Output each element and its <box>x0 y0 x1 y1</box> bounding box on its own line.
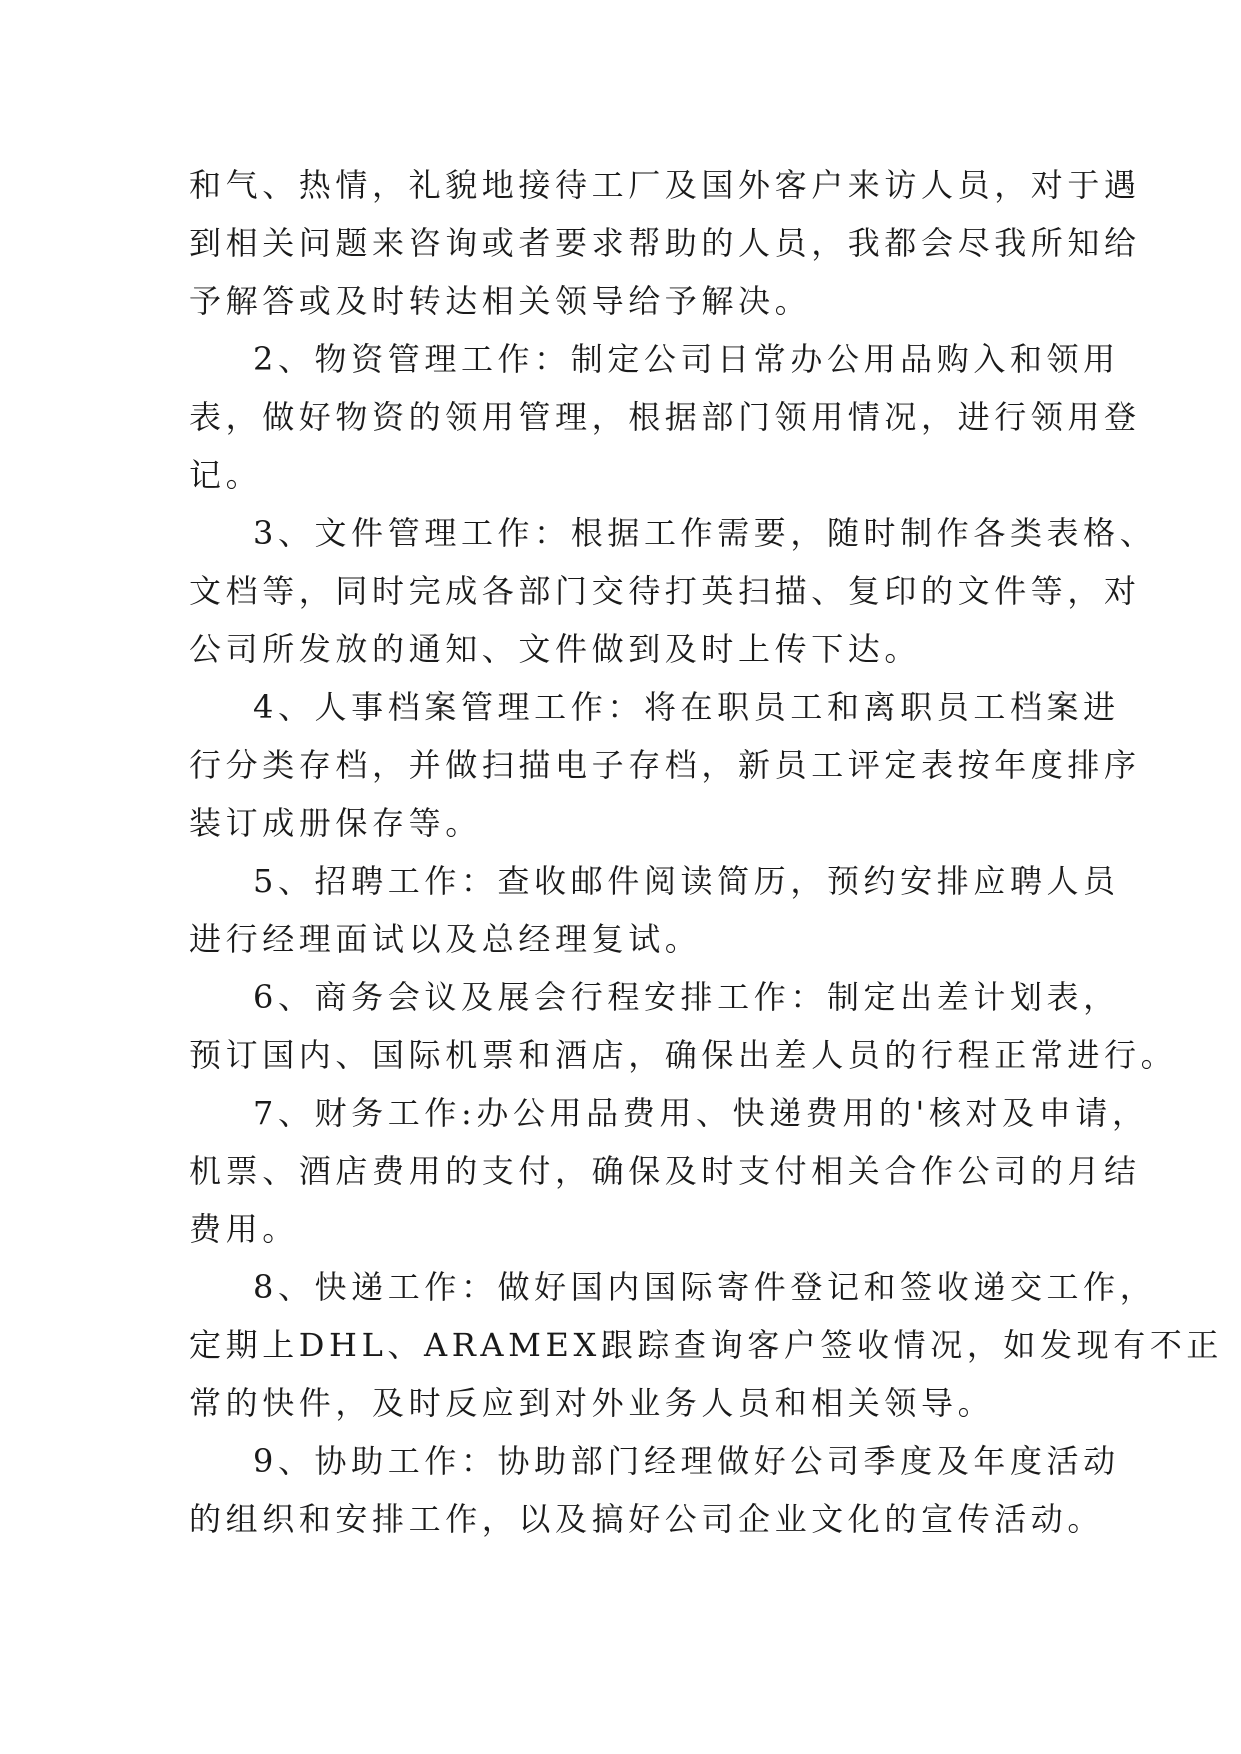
text-line: 和气、热情，礼貌地接待工厂及国外客户来访人员，对于遇 <box>189 166 1141 204</box>
paragraph-personnel-files <box>189 678 1141 852</box>
text-line: 进行经理面试以及总经理复试。 <box>189 920 702 958</box>
text-line: 公司所发放的通知、文件做到及时上传下达。 <box>189 630 922 668</box>
text-line: 6、商务会议及展会行程安排工作：制定出差计划表， <box>253 978 1120 1016</box>
text-line: 常的快件，及时反应到对外业务人员和相关领导。 <box>189 1384 995 1422</box>
text-line: 费用。 <box>189 1210 299 1248</box>
paragraph-assistance <box>189 1432 1120 1548</box>
paragraph-recruitment <box>189 852 1120 968</box>
paragraph-courier <box>189 1258 1224 1432</box>
text-line: 到相关问题来咨询或者要求帮助的人员，我都会尽我所知给 <box>189 224 1141 262</box>
text-line: 行分类存档，并做扫描电子存档，新员工评定表按年度排序 <box>189 746 1141 784</box>
document-page <box>189 156 1224 1548</box>
text-line: 8、快递工作：做好国内国际寄件登记和签收递交工作， <box>253 1268 1157 1306</box>
text-line: 予解答或及时转达相关领导给予解决。 <box>189 282 812 320</box>
text-line: 7、财务工作:办公用品费用、快递费用的'核对及申请， <box>253 1094 1149 1132</box>
paragraph-finance <box>189 1084 1149 1258</box>
text-line: 3、文件管理工作：根据工作需要，随时制作各类表格、 <box>253 514 1157 552</box>
text-line: 5、招聘工作：查收邮件阅读简历，预约安排应聘人员 <box>253 862 1120 900</box>
text-line: 定期上DHL、ARAMEX跟踪查询客户签收情况，如发现有不正 <box>189 1326 1224 1364</box>
text-line: 装订成册保存等。 <box>189 804 482 842</box>
text-line: 9、协助工作：协助部门经理做好公司季度及年度活动 <box>253 1442 1120 1480</box>
text-line: 的组织和安排工作，以及搞好公司企业文化的宣传活动。 <box>189 1500 1105 1538</box>
paragraph-business-travel <box>189 968 1178 1084</box>
text-line: 预订国内、国际机票和酒店，确保出差人员的行程正常进行。 <box>189 1036 1178 1074</box>
text-line: 记。 <box>189 456 263 494</box>
text-line: 文档等，同时完成各部门交待打英扫描、复印的文件等，对 <box>189 572 1141 610</box>
text-line: 表，做好物资的领用管理，根据部门领用情况，进行领用登 <box>189 398 1141 436</box>
paragraph-reception <box>189 156 1141 330</box>
text-line: 4、人事档案管理工作：将在职员工和离职员工档案进 <box>253 688 1120 726</box>
paragraph-file-management <box>189 504 1157 678</box>
paragraph-materials-management <box>189 330 1141 504</box>
text-line: 机票、酒店费用的支付，确保及时支付相关合作公司的月结 <box>189 1152 1141 1190</box>
text-line: 2、物资管理工作：制定公司日常办公用品购入和领用 <box>253 340 1120 378</box>
